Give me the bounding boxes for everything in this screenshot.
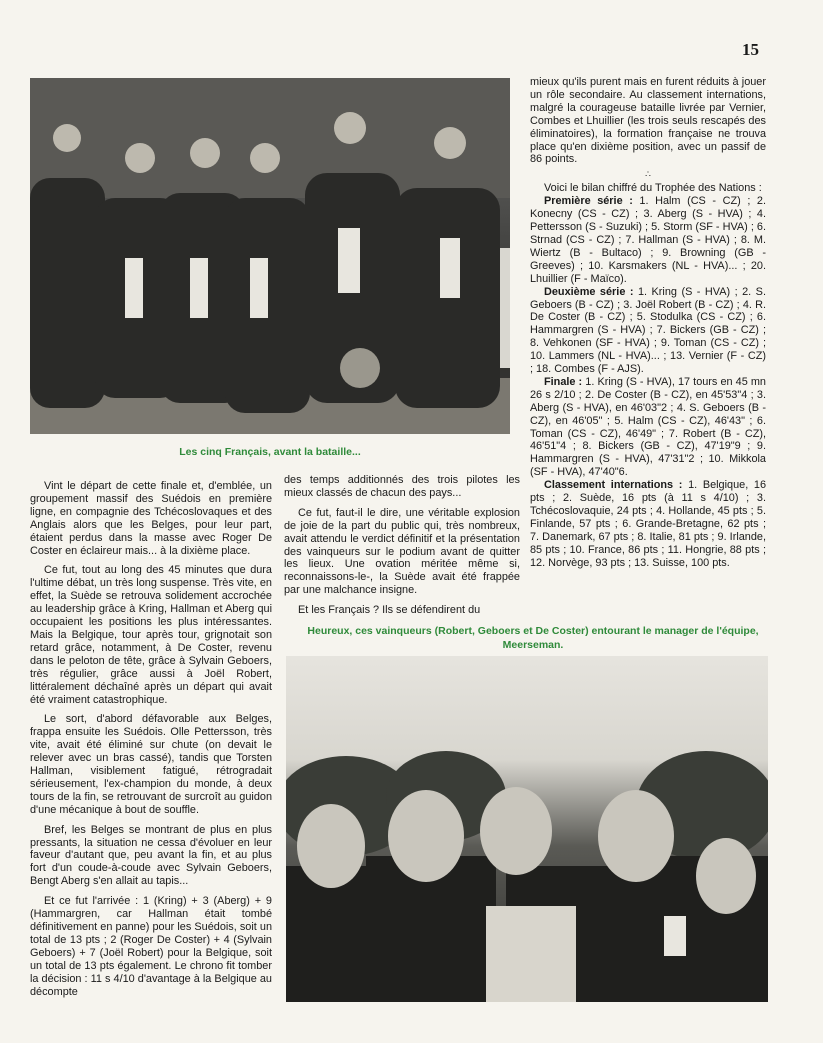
serie1-label: Première série : (544, 195, 633, 208)
page-number: 15 (742, 40, 759, 59)
serie2-results: 1. Kring (S - HVA) ; 2. S. Geboers (B - CZ) ; 3. Joël Robert (B - CZ) ; 4. R. De Coster (B - CZ) ; 5. Stodulka (CS - CZ) ; 6. Hammargren (S - HVA) ; 7. Bickers (GB - CZ) ; 8. Vehkonen (SF - HVA) ; 9. Toman (CS - CZ) ; 10. Lammers (NL - HVA)... ; 13. Vernier (F - CZ) ; 18. Combes (F - AJS). (530, 285, 766, 376)
left-paragraph-2: Ce fut, tout au long des 45 minutes que dura l'ultime débat, un très long suspense. Très vite, en effet, la Suède se retrouva solidement accrochée au leadership grâce à Kring, Hallman et Aberg qui occupaient les positions les plus intéressantes. Mais la Belgique, tour après tour, grignotait son retard grâce, notamment, à De Coster, revenu dans le peloton de tête, grâce à Sylvain Geboers, très régulier, grâce aussi à Joël Robert, littéralement déchaîné après un départ qui avait été vraiment catastrophique. (30, 564, 272, 706)
right-intro-paragraph: mieux qu'ils purent mais en furent réduits à jouer un rôle secondaire. Au classement internations, malgré la courageuse bataille livrée par Vernier, Combes et Lhuillier (les trois seuls rescapés des éliminatoires), la formation française ne trouva place qu'en dixième position, avec un passif de 86 points. (530, 76, 766, 166)
finale-label: Finale : (544, 375, 583, 388)
left-paragraph-1: Vint le départ de cette finale et, d'emblée, un groupement massif des Suédois en première ligne, en compagnie des Tchécoslovaques et des Anglais alors que les Belges, pour leur part, étaient perdus dans la masse avec Roger De Coster en éclaireur mais... à la dixième place. (30, 480, 272, 557)
caption-winners: Heureux, ces vainqueurs (Robert, Geboers et De Coster) entourant le manager de l'équipe, Meerseman. (307, 625, 759, 651)
section-separator-stars: ∴ (645, 169, 651, 180)
mid-paragraph-1: des temps additionnés des trois pilotes les mieux classés de chacun des pays... (284, 474, 520, 499)
photo-french-riders (30, 78, 510, 434)
mid-paragraph-3: Et les Français ? Ils se défendirent du (298, 604, 481, 617)
photo-winners (286, 656, 768, 1002)
mid-paragraph-2: Ce fut, faut-il le dire, une véritable explosion de joie de la part du public qui, très nombreux, avait attendu le verdict définitif et la présentation des vainqueurs sur le podium avant de quitter les lieux. Une ovation méritée même si, reconnaissons-le-, la Suède avait été frappée par une malchance insigne. (284, 506, 520, 597)
left-paragraph-4: Bref, les Belges se montrant de plus en plus pressants, la situation ne cessa d'évoluer en leur faveur d'autant que, peu avant la fin, et au plus fort d'un coude-à-coude avec Sylvain Geboers, Bengt Aberg s'en allait au tapis... (30, 823, 272, 888)
finale-results: 1. Kring (S - HVA), 17 tours en 45 mn 26 s 2/10 ; 2. De Coster (B - CZ), en 45'53"4 ; 3. Aberg (S - HVA), en 46'03"2 ; 4. S. Geboers (B - CZ), en 46'05" ; 5. Halm (CS - CZ), 46'43" ; 6. Toman (CS - CZ), 46'49" ; 7. Robert (B - CZ), 46'51"4 ; 8. Bickers (GB - CZ), 47'19"9 ; 9. Hammargren (S - HVA), 47'31"2 ; 10. Mikkola (SF - HVA), 47'40"6. (530, 375, 766, 479)
serie1-results: 1. Halm (CS - CZ) ; 2. Konecny (CS - CZ) ; 3. Aberg (S - HVA) ; 4. Pettersson (S - Suzuki) ; 5. Storm (SF - HVA) ; 6. Strnad (CS - CZ) ; 7. Hallman (S - HVA) ; 8. M. Wiertz (B - Bultaco) ; 9. Browning (GB - Greeves) ; 10. Karsmakers (NL - HVA)... ; 20. Lhuillier (F - Maïco). (530, 195, 766, 285)
results-intro: Voici le bilan chiffré du Trophée des Nations : (544, 182, 762, 195)
left-paragraph-3: Le sort, d'abord défavorable aux Belges, frappa ensuite les Suédois. Olle Pettersson, très vite, avait été éliminé sur chute (on devait le relever avec un bras cassé), tandis que Torsten Hallman, visiblement fatigué, rétrogradait sérieusement, l'ex-champion du monde, à deux tours de la fin, se retrouvant de surcroît au guidon d'une mécanique à bout de souffle. (30, 713, 272, 816)
left-paragraph-5: Et ce fut l'arrivée : 1 (Kring) + 3 (Aberg) + 9 (Hammargren, car Hallman était tombé définitivement en panne) pour les Suédois, soit un total de 13 pts ; 2 (Roger De Coster) + 4 (Sylvain Geboers) + 7 (Joël Robert) pour la Belgique, soit un total de 13 pts également. Le chrono fit tomber la décision : 11 s 4/10 d'avantage à la Belgique au décompte (30, 895, 272, 998)
article-column-middle (284, 474, 520, 624)
results-column (530, 76, 766, 570)
article-column-left (30, 480, 272, 1005)
classement-label: Classement internations : (544, 479, 683, 492)
caption-french-riders: Les cinq Français, avant la bataille... (179, 446, 361, 458)
serie2-label: Deuxième série : (544, 285, 634, 298)
classement-results: 1. Belgique, 16 pts ; 2. Suède, 16 pts (à 11 s 4/10) ; 3. Tchécoslovaquie, 24 pts ; 4. Hollande, 45 pts ; 5. Finlande, 57 pts ; 6. Grande-Bretagne, 62 pts ; 7. Danemark, 67 pts ; 8. Italie, 81 pts ; 9. Irlande, 85 pts ; 10. France, 86 pts ; 11. Hongrie, 88 pts ; 12. Norvège, 93 pts ; 13. Suisse, 100 pts. (530, 479, 767, 569)
